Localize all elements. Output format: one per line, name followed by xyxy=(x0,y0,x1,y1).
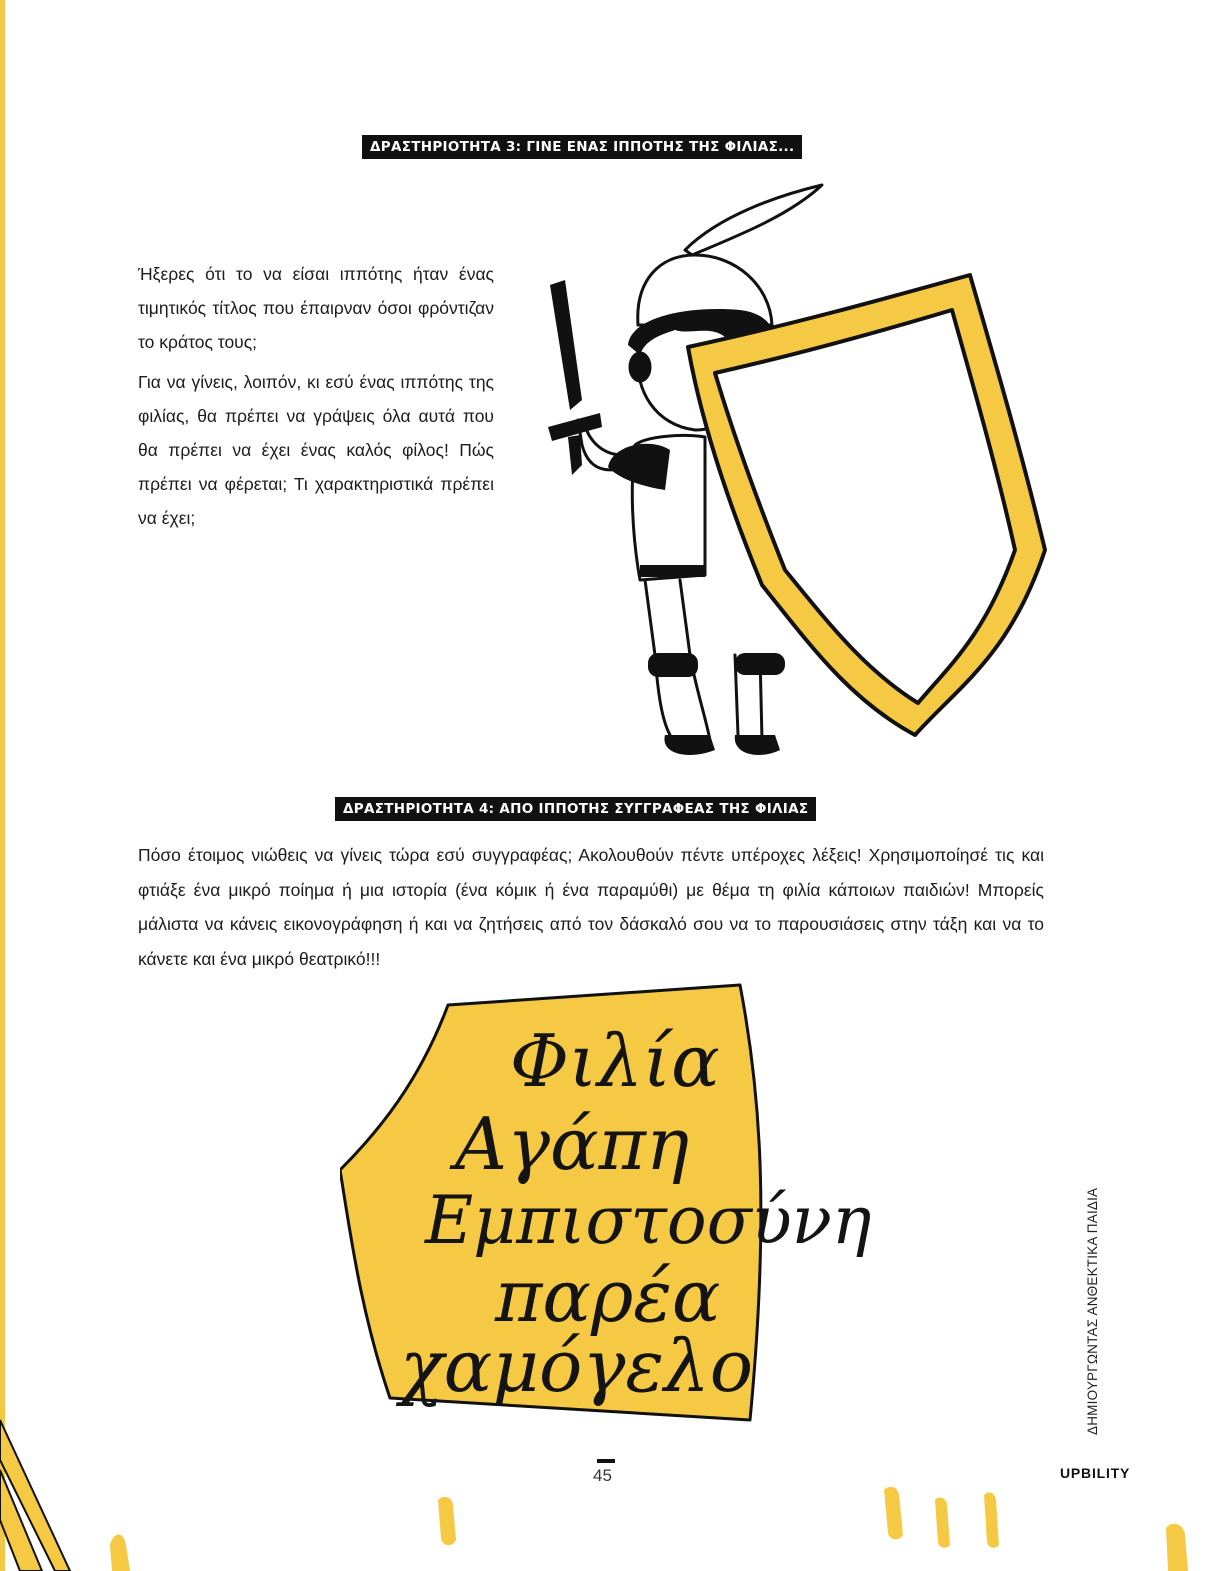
activity4-heading: ΔΡΑΣΤΗΡΙΟΤΗΤΑ 4: ΑΠΟ ΙΠΠΟΤΗΣ ΣΥΓΓΡΑΦΕΑΣ ΤΗΣ ΦΙΛΙΑΣ xyxy=(335,797,816,821)
page-number-mark xyxy=(597,1459,615,1463)
activity3-paragraph2: Για να γίνεις, λοιπόν, κι εσύ ένας ιππότης της φιλίας, θα πρέπει να γράψεις όλα αυτά που θα πρέπει να έχει ένας καλός φίλος! Πώς πρέπει να φέρεται; Τι χαρακτηριστικά πρέπει να έχει; xyxy=(138,372,494,528)
side-credit-text: ΔΗΜΙΟΥΡΓΩΝΤΑΣ ΑΝΘΕΚΤΙΚΑ ΠΑΙΔΙΑ xyxy=(1085,1187,1100,1435)
note-word-parea: παρέα xyxy=(495,1254,721,1338)
note-word-empistosyni: Εμπιστοσύνη xyxy=(425,1182,872,1259)
note-word-filia: Φιλία xyxy=(510,1019,720,1103)
note-word-agapi: Αγάπη xyxy=(455,1102,690,1186)
activity3-text xyxy=(138,257,494,541)
activity4-paragraph: Πόσο έτοιμος νιώθεις να γίνεις τώρα εσύ συγγραφέας; Ακολουθούν πέντε υπέροχες λέξεις! Χρησιμοποίησέ τις και φτιάξε ένα μικρό ποίημα ή μια ιστορία (ένα κόμικ ή ένα παραμύθι) με θέμα τη φιλία κάποιων παιδιών! Μπορείς μάλιστα να κάνεις εικονογράφηση ή και να ζητήσεις από τον δάσκαλό σου να το παρουσιάσεις στην τάξη και να το κάνετε και ένα μικρό θεατρικό!!! xyxy=(138,845,1044,969)
left-accent-stripe xyxy=(0,0,5,1571)
activity3-paragraph1: Ήξερες ότι το να είσαι ιππότης ήταν ένας τιμητικός τίτλος που έπαιρναν όσοι φρόντιζαν το κράτος τους; xyxy=(138,264,494,352)
knight-illustration xyxy=(520,175,1080,775)
brand-logo: UPBILITY xyxy=(1060,1465,1131,1481)
page-number: 45 xyxy=(593,1466,612,1485)
activity3-heading: ΔΡΑΣΤΗΡΙΟΤΗΤΑ 3: ΓΙΝΕ ΕΝΑΣ ΙΠΠΟΤΗΣ ΤΗΣ ΦΙΛΙΑΣ... xyxy=(362,135,802,159)
sticky-note xyxy=(340,980,780,1425)
note-word-xamogelo: χαμόγελο xyxy=(400,1324,754,1408)
activity4-text xyxy=(138,838,1044,976)
